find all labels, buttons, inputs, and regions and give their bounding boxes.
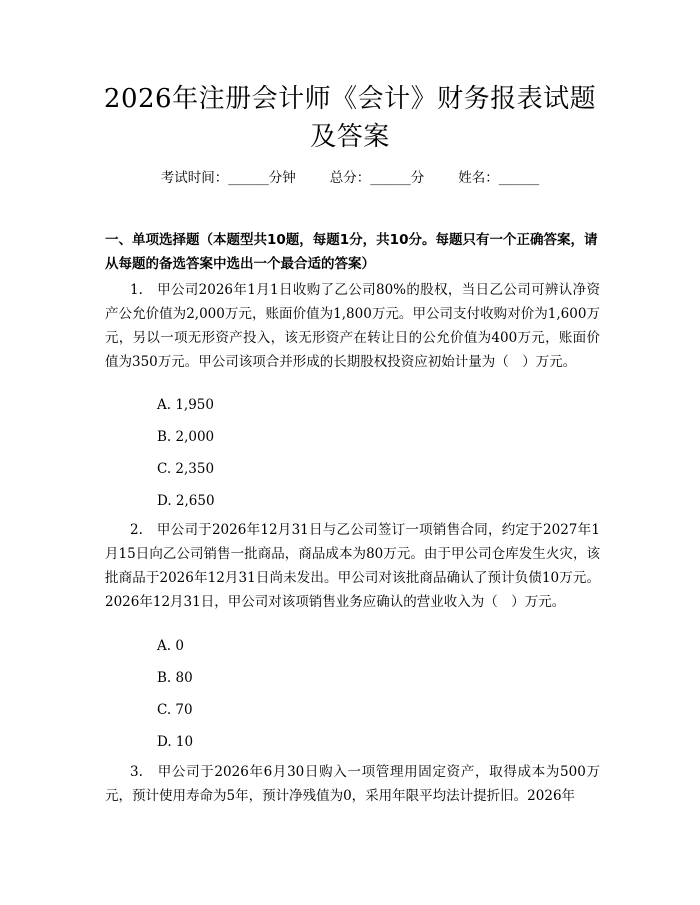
question-2-option-c: C. 70 — [157, 702, 193, 718]
total-score-field: 总分：______分 — [329, 170, 425, 186]
exam-meta — [0, 168, 700, 188]
document-title: 2026年注册会计师《会计》财务报表试题及答案 — [103, 84, 597, 152]
question-3-text: 3. 甲公司于2026年6月30日购入一项管理用固定资产，取得成本为500万元，预计使用寿命为5年，预计净残值为0，采用年限平均法计提折旧。2026年 — [105, 764, 600, 804]
question-2-option-d: D. 10 — [157, 734, 194, 750]
exam-time-field: 考试时间：______分钟 — [160, 170, 296, 186]
question-2-text: 2. 甲公司于2026年12月31日与乙公司签订一项销售合同，约定于2027年1月15日向乙公司销售一批商品，商品成本为80万元。由于甲公司仓库发生火灾，该批商品于2026年12月31日尚未发出。甲公司对该批商品确认了预计负债10万元。2026年12月31日，甲公司对该项销售业务应确认的营业收入为（ ）万元。 — [105, 522, 600, 610]
question-1-option-b: B. 2,000 — [157, 429, 215, 445]
question-1-option-a: A. 1,950 — [157, 397, 214, 413]
question-1-text: 1. 甲公司2026年1月1日收购了乙公司80%的股权，当日乙公司可辨认净资产公允价值为2,000万元，账面价值为1,800万元。甲公司支付收购对价为1,600万元，另以一项无形资产投入，该无形资产在转让日的公允价值为400万元，账面价值为350万元。甲公司该项合并形成的长期股权投资应初始计量为（ ）万元。 — [105, 282, 600, 370]
question-2-option-a: A. 0 — [157, 638, 184, 654]
section-heading: 一、单项选择题（本题型共10题，每题1分，共10分。每题只有一个正确答案，请从每题的备选答案中选出一个最合适的答案） — [105, 232, 598, 272]
name-field: 姓名：______ — [458, 170, 540, 186]
question-2-option-b: B. 80 — [157, 670, 193, 686]
question-1-option-c: C. 2,350 — [157, 461, 215, 477]
question-1-option-d: D. 2,650 — [157, 493, 215, 509]
